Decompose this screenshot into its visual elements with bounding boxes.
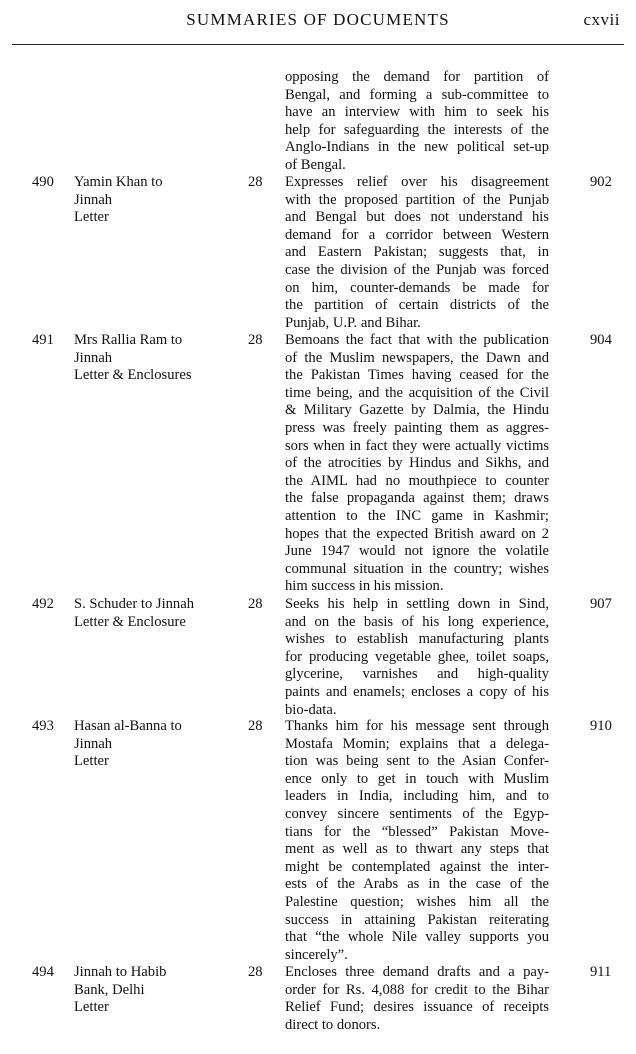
- summary-line: glycerine, varnishes and high-quality: [285, 666, 549, 683]
- doc-date: 28: [248, 596, 263, 612]
- summary-line: sors when in fact they were actually victims: [285, 437, 549, 454]
- correspondent: [74, 332, 244, 385]
- summary-line: of Bengal.: [285, 156, 346, 173]
- correspondent-line: Letter & Enclosure: [74, 613, 186, 630]
- continued-summary: [285, 69, 549, 175]
- summary-line: sincerely”.: [285, 946, 348, 963]
- summary-line: help for safeguarding the interests of the: [285, 121, 549, 138]
- page-ref: 902: [590, 174, 612, 190]
- summary-line: order for Rs. 4,088 for credit to the Bihar: [285, 981, 549, 998]
- page-ref: 907: [590, 596, 612, 612]
- summary-line: Bemoans the fact that with the publication: [285, 332, 549, 348]
- page-number: cxvii: [583, 10, 620, 29]
- summary-line: opposing the demand for partition of: [285, 69, 549, 85]
- summary-line: success in attaining Pakistan reiterating: [285, 911, 549, 928]
- summary-line: tians for the “blessed” Pakistan Move-: [285, 823, 549, 840]
- summary-line: that “the whole Nile valley supports you: [285, 929, 549, 946]
- summary-line: Encloses three demand drafts and a pay-: [285, 964, 549, 980]
- summary-line: with the proposed partition of the Punjab: [285, 191, 549, 208]
- correspondent: [74, 596, 244, 631]
- summary-line: demand for a corridor between Western: [285, 226, 549, 243]
- doc-date: 28: [248, 964, 263, 980]
- correspondent: [74, 964, 244, 1017]
- summary-line: for producing vegetable ghee, toilet soaps,: [285, 648, 549, 665]
- summary-line: Thanks him for his message sent through: [285, 718, 549, 734]
- correspondent-line: Letter & Enclosures: [74, 367, 192, 384]
- doc-number: 490: [32, 174, 54, 190]
- summary: [285, 964, 549, 1034]
- summary-line: have an interview with him to seek his: [285, 104, 549, 121]
- summary-line: Relief Fund; desires issuance of receipts: [285, 999, 549, 1016]
- page-header: [0, 0, 636, 50]
- page-ref: 904: [590, 332, 612, 348]
- summary-line: paints and enamels; encloses a copy of his: [285, 683, 549, 700]
- summary-line: communal situation in the country; wishes: [285, 560, 549, 577]
- summary-line: and Bengal but does not understand his: [285, 209, 549, 226]
- summary-line: the AIML had no mouthpiece to counter: [285, 472, 549, 489]
- correspondent-line: Bank, Delhi: [74, 981, 145, 998]
- summary-line: ment as well as to thwart any steps that: [285, 841, 549, 858]
- doc-date: 28: [248, 332, 263, 348]
- doc-date: 28: [248, 174, 263, 190]
- doc-number: 492: [32, 596, 54, 612]
- summary-line: the false propaganda against them; draws: [285, 490, 549, 507]
- doc-number: 491: [32, 332, 54, 348]
- correspondent: [74, 718, 244, 771]
- summary-line: time being, and the acquisition of the Civil: [285, 384, 549, 401]
- correspondent-line: Jinnah: [74, 191, 113, 208]
- summary-line: leaders in India, including him, and to: [285, 788, 549, 805]
- correspondent-line: S. Schuder to Jinnah: [74, 596, 194, 612]
- header-rule: [12, 44, 624, 45]
- correspondent: [74, 174, 244, 227]
- summary: [285, 718, 549, 964]
- running-title: SUMMARIES OF DOCUMENTS: [186, 10, 450, 29]
- summary-line: of the atrocities by Hindus and Sikhs, and: [285, 455, 549, 472]
- summary-line: case the division of the Punjab was forced: [285, 261, 549, 278]
- summary-line: wishes to establish manufacturing plants: [285, 631, 549, 648]
- correspondent-line: Jinnah to Habib: [74, 964, 167, 980]
- summary-line: Palestine question; wishes him all the: [285, 893, 549, 910]
- correspondent-line: Letter: [74, 209, 109, 226]
- summary-line: Anglo-Indians in the new political set-up: [285, 139, 549, 156]
- correspondent-line: Jinnah: [74, 349, 113, 366]
- summary-line: Punjab, U.P. and Bihar.: [285, 314, 421, 331]
- correspondent-line: Jinnah: [74, 735, 113, 752]
- summary-line: Mostafa Momin; explains that a delega-: [285, 735, 549, 752]
- summary-line: convey sincere sentiments of the Egyp-: [285, 805, 549, 822]
- summary-line: ests of the Arabs as in the case of the: [285, 876, 549, 893]
- correspondent-line: Hasan al-Banna to: [74, 718, 182, 734]
- summary-line: press was freely painting them as aggres-: [285, 419, 549, 436]
- summary-line: of the Muslim newspapers, the Dawn and: [285, 349, 549, 366]
- summary-line: Expresses relief over his disagreement: [285, 174, 549, 190]
- doc-number: 494: [32, 964, 54, 980]
- doc-date: 28: [248, 718, 263, 734]
- summary-line: Bengal, and forming a sub-committee to: [285, 86, 549, 103]
- summary-line: attention to the INC game in Kashmir;: [285, 507, 549, 524]
- summary-line: Seeks his help in settling down in Sind,: [285, 596, 549, 612]
- correspondent-line: Letter: [74, 999, 109, 1016]
- summary-line: and Eastern Pakistan; suggests that, in: [285, 244, 549, 261]
- summary: [285, 174, 549, 332]
- summary-line: on him, counter-demands be made for: [285, 279, 549, 296]
- summary-line: and on the basis of his long experience,: [285, 613, 549, 630]
- summary-line: might be contemplated against the inter-: [285, 858, 549, 875]
- summary-line: ence only to get in touch with Muslim: [285, 770, 549, 787]
- summary-line: him success in his mission.: [285, 578, 444, 595]
- summary-line: & Military Gazette by Dalmia, the Hindu: [285, 402, 549, 419]
- doc-number: 493: [32, 718, 54, 734]
- correspondent-line: Letter: [74, 753, 109, 770]
- page-ref: 911: [590, 964, 612, 980]
- summary-line: June 1947 would not ignore the volatile: [285, 543, 549, 560]
- summary-line: hopes that the expected British award on 2: [285, 525, 549, 542]
- summary-line: the Pakistan Times having ceased for the: [285, 367, 549, 384]
- correspondent-line: Mrs Rallia Ram to: [74, 332, 183, 348]
- summary: [285, 332, 549, 596]
- summary: [285, 596, 549, 719]
- correspondent-line: Yamin Khan to: [74, 174, 163, 190]
- summary-line: direct to donors.: [285, 1016, 381, 1033]
- summary-line: the partition of certain districts of the: [285, 297, 549, 314]
- page-ref: 910: [590, 718, 612, 734]
- summary-line: bio-data.: [285, 701, 337, 718]
- summary-line: tion was being sent to the Asian Confer-: [285, 753, 549, 770]
